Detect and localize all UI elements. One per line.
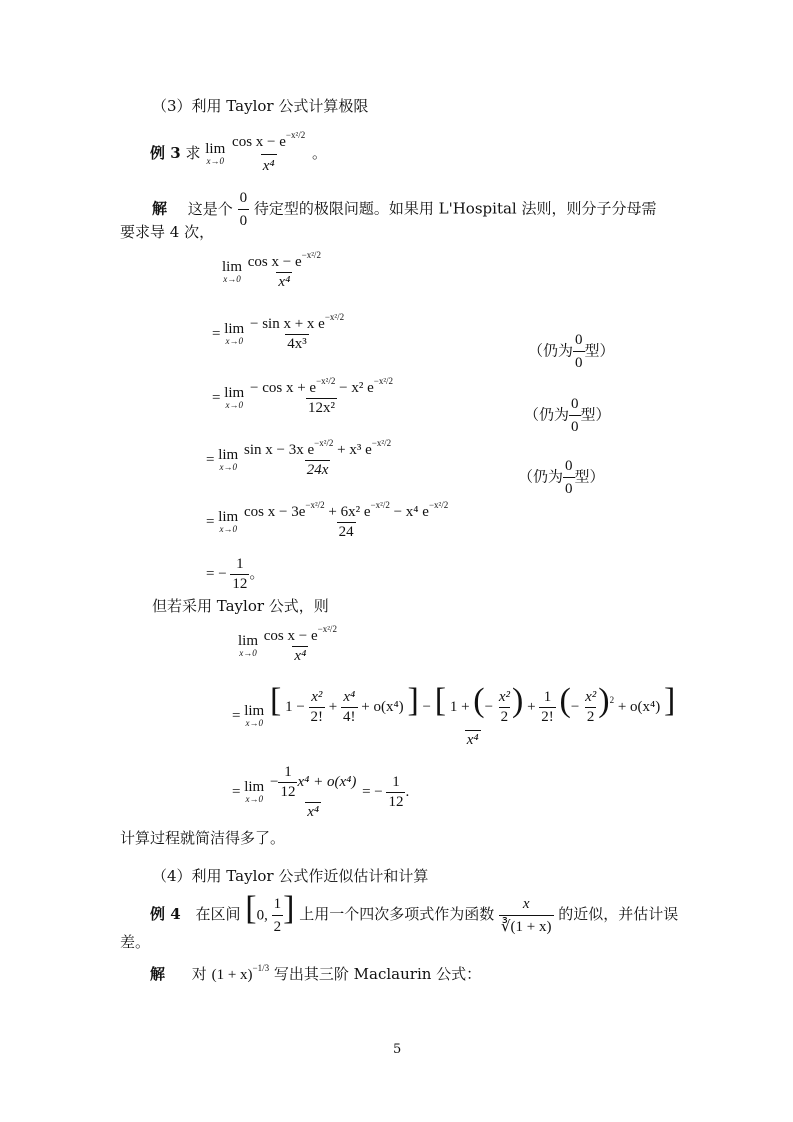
taylor-step-1: = lim x→0 [ 1 − $\frac{\text{x²}}{2!}$ + $\frac{\text{x⁴}}{4!}$ + o(x⁴) ] − [ 1 + (− $\frac{\text{x²}}{2}$ ) + $\frac{1}{2!}$ (− $\frac{\text{x²}}{2}$ )$^2$ + o(x⁴) ] x⁴: [232, 682, 676, 749]
solution-line-1: [152, 188, 656, 231]
taylor-step-0: lim x→0 $\frac{\cos x - e^{-x^2/2}}{\text{x⁴}}$: [238, 624, 337, 664]
taylor-conclusion: 计算过程就简洁得多了。: [120, 829, 286, 847]
section-heading-3: （3）利用 Taylor 公式计算极限: [152, 97, 369, 115]
page-number: 5: [393, 1042, 402, 1057]
solution-label: 解: [152, 199, 168, 218]
lhospital-step-3: = lim x→0 $\frac{\sin x - 3x e^{-x^2/2} + x^3 e^{-x^2/2}}{24x}$: [206, 438, 392, 478]
solution-4-intro: 解 对 $(1 + x)^{-1/3}$ 写出其三阶 Maclaurin 公式：: [150, 963, 482, 983]
lhospital-step-1: = lim x→0 $\frac{- \sin x + x e^{-x^2/2}}{\text{4x³}}$: [212, 312, 345, 352]
lhospital-step-4: = lim x→0 $\frac{\cos x - 3e^{-x^2/2} + 6x^2 e^{-x^2/2} - x^4 e^{-x^2/2}}{24}$: [206, 500, 449, 540]
example-3-statement: [150, 132, 327, 176]
example-4-statement: 例 4 在区间 [0, $\frac{1}{2}$ ] 上用一个四次多项式作为函数 $\frac{x}{∛(1 + x)}$ 的近似，并估计误: [150, 890, 679, 936]
lhospital-step-2: = lim x→0 $\frac{- \cos x + e^{-x^2/2} - x^2 e^{-x^2/2}}{\text{12x²}}$: [212, 376, 394, 416]
still-indeterminate-note-2: （仍为 $\frac{0}{0}$ 型）: [524, 396, 611, 435]
example-label: 例 4: [150, 905, 181, 923]
lhospital-step-0: lim x→0 $\frac{\cos x - e^{-x^2/2}}{\text{x⁴}}$: [222, 250, 321, 290]
target-fraction: $\frac{\cos x - e^{-x^2/2}}{\text{x⁴}}$: [232, 130, 306, 174]
still-indeterminate-note-3: （仍为 $\frac{0}{0}$ 型）: [518, 458, 605, 497]
section-heading-4: （4）利用 Taylor 公式作近似估计和计算: [152, 867, 429, 885]
still-indeterminate-note-1: （仍为 $\frac{0}{0}$ 型）: [528, 332, 615, 371]
solution-text-a: 这是个: [187, 199, 233, 218]
solution-text-b: 待定型的极限问题。如果用 L'Hospital 法则，则分子分母需: [253, 199, 657, 218]
zero-over-zero: $\frac{0}{0}$: [239, 190, 248, 229]
sentence-end: 。: [312, 144, 328, 162]
taylor-intro: 但若采用 Taylor 公式，则: [152, 597, 329, 615]
lhospital-result: = − $\frac{1}{12}$ 。: [206, 556, 265, 592]
ask-text: 求: [185, 144, 201, 162]
taylor-step-2: = lim x→0 − $\frac{1}{12}$ x⁴ + o(x⁴) x⁴ = − $\frac{1}{12}$ .: [232, 764, 410, 820]
solution-line-2: 要求导 4 次，: [120, 223, 215, 241]
example-4-continued: 差。: [120, 933, 151, 951]
example-label: 例 3: [150, 144, 181, 162]
limit-operator: lim x→0: [205, 140, 226, 166]
